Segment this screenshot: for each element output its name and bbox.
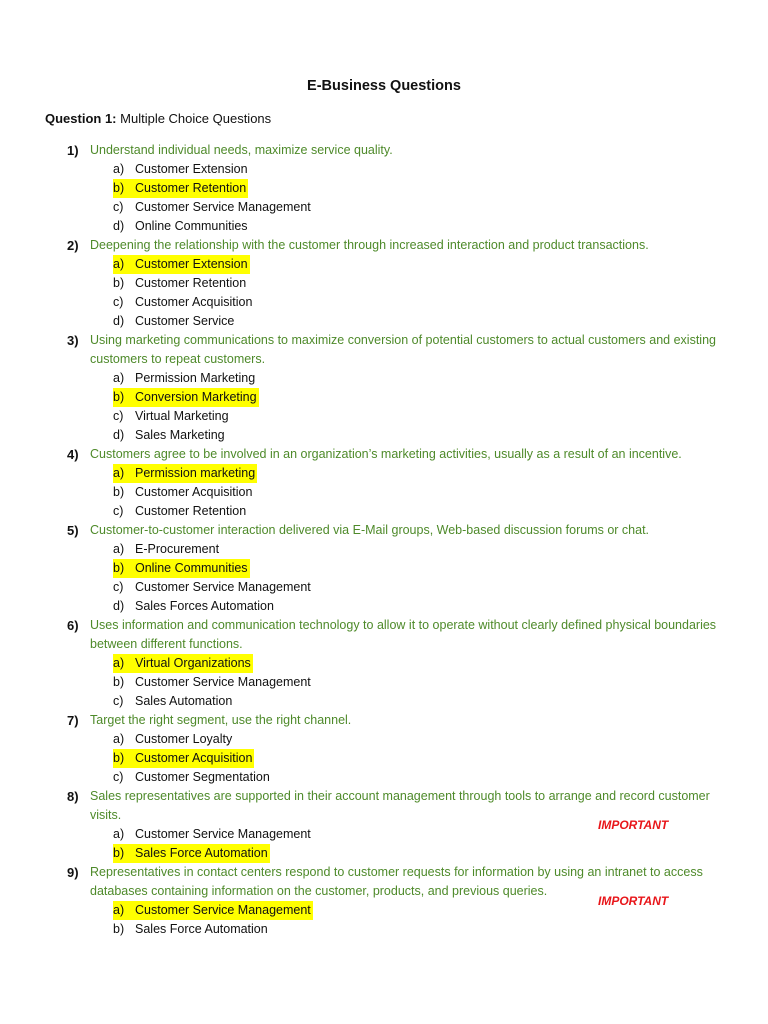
answer-option <box>0 597 768 616</box>
answer-option <box>0 578 768 597</box>
question-item <box>0 863 768 939</box>
page-title: E-Business Questions <box>307 78 461 94</box>
answer-option <box>0 160 768 179</box>
question-item <box>0 521 768 616</box>
option-letter: d) <box>113 219 125 233</box>
important-note: IMPORTANT <box>598 894 669 908</box>
option-letter: d) <box>113 314 125 328</box>
option-letter: c) <box>113 694 124 708</box>
option-text: Sales Automation <box>135 694 233 708</box>
important-note: IMPORTANT <box>598 818 669 832</box>
option-letter: a) <box>113 542 125 556</box>
option-letter: b) <box>113 559 132 578</box>
option-text: Sales Marketing <box>135 428 225 442</box>
answer-option <box>0 369 768 388</box>
option-letter: a) <box>113 654 132 673</box>
question-text: Target the right segment, use the right channel. <box>90 713 352 727</box>
option-text: Customer Retention <box>135 276 247 290</box>
option-letter: b) <box>113 749 132 768</box>
option-text: Virtual Organizations <box>132 654 253 673</box>
option-text: Permission Marketing <box>135 371 256 385</box>
question-item <box>0 141 768 236</box>
answer-option-highlighted <box>0 844 768 863</box>
option-letter: b) <box>113 922 125 936</box>
answer-option <box>0 274 768 293</box>
option-letter: c) <box>113 580 124 594</box>
option-text: Customer Extension <box>135 162 248 176</box>
option-text: Customer Extension <box>132 255 250 274</box>
question-number: 4) <box>67 447 79 462</box>
option-letter: a) <box>113 827 125 841</box>
question-text: Customer-to-customer interaction delivered via E-Mail groups, Web-based discussion forums or chat. <box>90 523 650 537</box>
question-text: Deepening the relationship with the customer through increased interaction and product transactions. <box>90 238 649 252</box>
question-text: Using marketing communications to maximize conversion of potential customers to actual customers and existing customers to repeat customers. <box>90 333 716 366</box>
option-letter: c) <box>113 409 124 423</box>
question-text: Understand individual needs, maximize service quality. <box>90 143 393 157</box>
question-text: Representatives in contact centers respond to customer requests for information by using an intranet to access databases containing information on the customer, products, and previous queries. <box>90 865 703 898</box>
option-text: Customer Service Management <box>135 675 311 689</box>
option-letter: a) <box>113 371 125 385</box>
question-number: 9) <box>67 865 79 880</box>
answer-option-highlighted <box>0 388 768 407</box>
section-text: Multiple Choice Questions <box>120 111 272 126</box>
option-letter: a) <box>113 732 125 746</box>
question-list <box>0 141 768 939</box>
answer-option <box>0 730 768 749</box>
answer-option <box>0 407 768 426</box>
option-text: Customer Retention <box>132 179 248 198</box>
answer-option-highlighted <box>0 749 768 768</box>
option-letter: b) <box>113 675 125 689</box>
answer-option-highlighted <box>0 654 768 673</box>
answer-option-highlighted <box>0 464 768 483</box>
question-item <box>0 331 768 445</box>
option-text: Sales Force Automation <box>135 922 268 936</box>
option-letter: c) <box>113 295 124 309</box>
answer-option <box>0 426 768 445</box>
question-text: Sales representatives are supported in their account management through tools to arrange and record customer visits. <box>90 789 710 822</box>
option-letter: b) <box>113 179 132 198</box>
question-number: 7) <box>67 713 79 728</box>
option-letter: b) <box>113 388 132 407</box>
option-text: Customer Service Management <box>135 580 311 594</box>
option-letter: b) <box>113 485 125 499</box>
answer-option-highlighted <box>0 559 768 578</box>
option-text: Sales Forces Automation <box>135 599 274 613</box>
option-letter: a) <box>113 901 132 920</box>
option-letter: a) <box>113 255 132 274</box>
answer-option <box>0 673 768 692</box>
question-item <box>0 711 768 787</box>
option-letter: d) <box>113 599 125 613</box>
option-text: Sales Force Automation <box>132 844 270 863</box>
option-text: Customer Service Management <box>132 901 313 920</box>
question-item <box>0 445 768 521</box>
option-letter: c) <box>113 200 124 214</box>
question-number: 6) <box>67 618 79 633</box>
question-item <box>0 787 768 863</box>
option-letter: c) <box>113 770 124 784</box>
answer-option <box>0 920 768 939</box>
option-text: Customer Service <box>135 314 235 328</box>
option-text: Customer Acquisition <box>135 485 253 499</box>
option-letter: d) <box>113 428 125 442</box>
option-text: Customer Acquisition <box>132 749 254 768</box>
option-letter: a) <box>113 162 125 176</box>
option-text: Customer Loyalty <box>135 732 233 746</box>
answer-option <box>0 293 768 312</box>
option-letter: c) <box>113 504 124 518</box>
question-item <box>0 236 768 331</box>
option-text: Customer Service Management <box>135 200 311 214</box>
question-text: Customers agree to be involved in an organization’s marketing activities, usually as a result of an incentive. <box>90 447 682 461</box>
answer-option <box>0 540 768 559</box>
question-number: 1) <box>67 143 79 158</box>
option-text: Customer Retention <box>135 504 247 518</box>
option-text: Permission marketing <box>132 464 257 483</box>
question-item <box>0 616 768 711</box>
answer-option <box>0 483 768 502</box>
section-heading <box>45 110 271 128</box>
option-text: Customer Acquisition <box>135 295 253 309</box>
option-text: Customer Service Management <box>135 827 311 841</box>
option-text: E-Procurement <box>135 542 220 556</box>
option-text: Customer Segmentation <box>135 770 270 784</box>
question-text: Uses information and communication technology to allow it to operate without clearly defined physical boundaries between different functions. <box>90 618 717 651</box>
option-text: Virtual Marketing <box>135 409 229 423</box>
answer-option <box>0 502 768 521</box>
answer-option <box>0 768 768 787</box>
question-number: 3) <box>67 333 79 348</box>
answer-option-highlighted <box>0 255 768 274</box>
option-letter: a) <box>113 464 132 483</box>
answer-option <box>0 217 768 236</box>
question-number: 5) <box>67 523 79 538</box>
option-letter: b) <box>113 276 125 290</box>
option-letter: b) <box>113 844 132 863</box>
answer-option <box>0 312 768 331</box>
section-label: Question 1: <box>45 111 117 126</box>
option-text: Conversion Marketing <box>132 388 259 407</box>
answer-option <box>0 198 768 217</box>
option-text: Online Communities <box>132 559 250 578</box>
question-number: 8) <box>67 789 79 804</box>
question-number: 2) <box>67 238 79 253</box>
answer-option <box>0 692 768 711</box>
answer-option-highlighted <box>0 179 768 198</box>
option-text: Online Communities <box>135 219 248 233</box>
